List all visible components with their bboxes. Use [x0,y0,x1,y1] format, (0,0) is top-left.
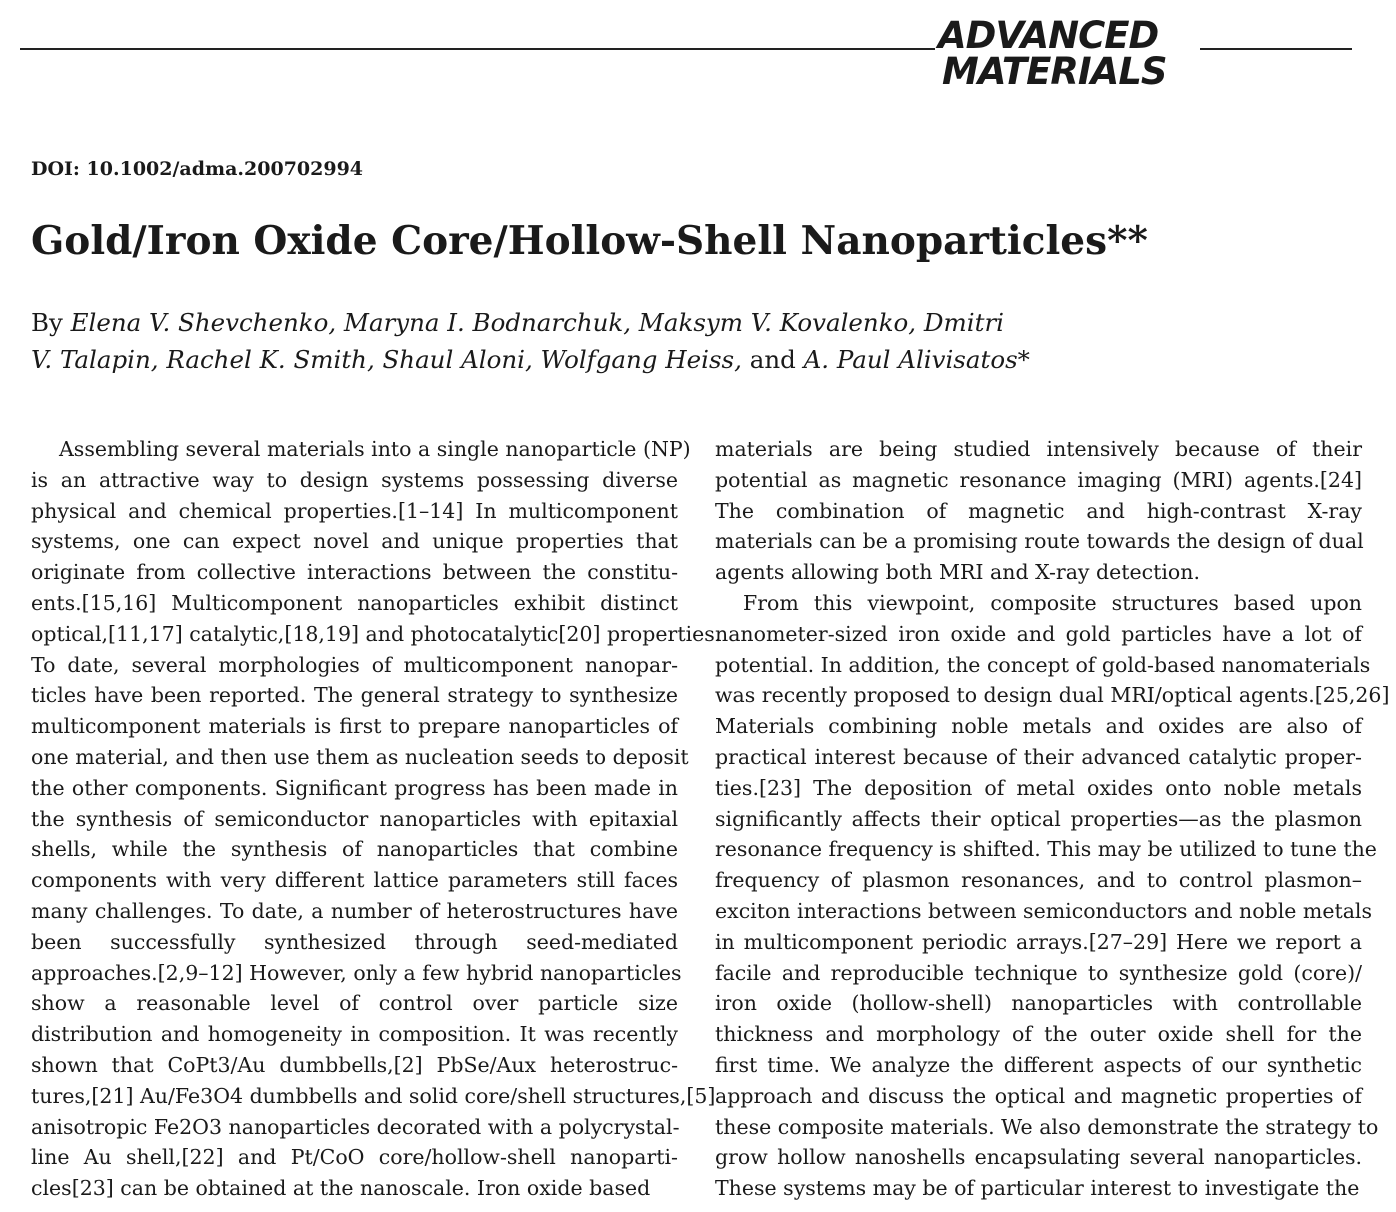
author-by-label: By [31,308,63,337]
text-line: these composite materials. We also demonstrate the strategy to [715,1114,1379,1139]
text-line: agents allowing both MRI and X-ray detection. [715,560,1200,585]
text-line: physical and chemical properties.[1–14] In multicomponent [31,498,678,523]
text-line: the other components. Significant progress has been made in [31,775,678,800]
text-line: distribution and homogeneity in composition. It was recently [31,1022,678,1047]
text-line: shells, while the synthesis of nanoparticles that combine [31,837,678,862]
article-title: Gold/Iron Oxide Core/Hollow-Shell Nanoparticles** [31,218,1148,264]
journal-logo-line2: MATERIALS [942,50,1167,93]
text-line: originate from collective interactions between the constitu- [31,560,678,585]
text-line: resonance frequency is shifted. This may be utilized to tune the [715,837,1377,862]
text-line: anisotropic Fe2O3 nanoparticles decorated with a polycrystal- [31,1114,680,1139]
text-line: many challenges. To date, a number of heterostructures have [31,898,678,923]
text-line: approach and discuss the optical and magnetic properties of [715,1083,1362,1108]
text-line: systems, one can expect novel and unique properties that [31,529,678,554]
author-names-3: A. Paul Alivisatos* [803,345,1030,374]
text-line: is an attractive way to design systems possessing diverse [31,467,678,492]
author-names-1: Elena V. Shevchenko, Maryna I. Bodnarchuk, Maksym V. Kovalenko, Dmitri [70,308,1004,337]
text-line: show a reasonable level of control over particle size [31,991,678,1016]
header-rule-left [20,48,935,50]
text-line: was recently proposed to design dual MRI/optical agents.[25,26] [715,683,1390,708]
author-and: and [749,345,796,374]
text-line: the synthesis of semiconductor nanoparticles with epitaxial [31,806,678,831]
author-line-1 [31,304,1271,341]
text-line: first time. We analyze the different aspects of our synthetic [715,1052,1362,1077]
author-list [31,304,1271,378]
text-line: nanometer-sized iron oxide and gold particles have a lot of [715,621,1362,646]
doi-label: DOI: 10.1002/adma.200702994 [31,158,364,180]
text-line: multicomponent materials is first to prepare nanoparticles of [31,714,678,739]
text-line: These systems may be of particular interest to investigate the [715,1176,1360,1201]
text-line: thickness and morphology of the outer oxide shell for the [715,1022,1362,1047]
text-line: facile and reproducible technique to synthesize gold (core)/ [715,960,1362,985]
text-line: potential as magnetic resonance imaging (MRI) agents.[24] [715,467,1362,492]
journal-logo [936,14,1200,93]
text-line: shown that CoPt3/Au dumbbells,[2] PbSe/Aux heterostruc- [31,1052,678,1077]
text-line: From this viewpoint, composite structures based upon [743,590,1362,615]
text-line: iron oxide (hollow-shell) nanoparticles with controllable [715,991,1362,1016]
text-line: tures,[21] Au/Fe3O4 dumbbells and solid core/shell structures,[5] [31,1083,716,1108]
text-line: potential. In addition, the concept of gold-based nanomaterials [715,652,1371,677]
journal-logo-line1: ADVANCED [938,14,1159,57]
text-line: approaches.[2,9–12] However, only a few hybrid nanoparticles [31,960,682,985]
text-line: in multicomponent periodic arrays.[27–29] Here we report a [715,929,1362,954]
text-line: Materials combining noble metals and oxides are also of [715,714,1362,739]
text-line: line Au shell,[22] and Pt/CoO core/hollow-shell nanoparti- [31,1145,678,1170]
text-line: grow hollow nanoshells encapsulating several nanoparticles. [715,1145,1362,1170]
text-line: The combination of magnetic and high-contrast X-ray [715,498,1362,523]
text-line: practical interest because of their advanced catalytic proper- [715,744,1362,769]
text-line: been successfully synthesized through seed-mediated [31,929,678,954]
text-line: optical,[11,17] catalytic,[18,19] and photocatalytic[20] properties. [31,621,722,646]
text-line: materials are being studied intensively because of their [715,437,1362,461]
body-column-right [715,434,1390,1204]
text-line: one material, and then use them as nucleation seeds to deposit [31,744,689,769]
author-names-2: V. Talapin, Rachel K. Smith, Shaul Aloni, Wolfgang Heiss, [31,345,742,374]
text-line: exciton interactions between semiconductors and noble metals [715,898,1373,923]
text-line: To date, several morphologies of multicomponent nanopar- [31,652,678,677]
text-line: significantly affects their optical properties—as the plasmon [715,806,1362,831]
author-line-2 [31,341,1271,378]
text-line: ties.[23] The deposition of metal oxides onto noble metals [715,775,1362,800]
text-line: cles[23] can be obtained at the nanoscale. Iron oxide based [31,1176,651,1201]
body-column-left [31,434,722,1204]
text-line: components with very different lattice parameters still faces [31,868,678,893]
text-line: Assembling several materials into a single nanoparticle (NP) [59,437,691,461]
text-line: ents.[15,16] Multicomponent nanoparticles exhibit distinct [31,590,678,615]
text-line: materials can be a promising route towards the design of dual [715,529,1364,554]
text-line: ticles have been reported. The general strategy to synthesize [31,683,678,708]
header-rule-right [1200,48,1352,50]
text-line: frequency of plasmon resonances, and to control plasmon– [715,868,1362,893]
